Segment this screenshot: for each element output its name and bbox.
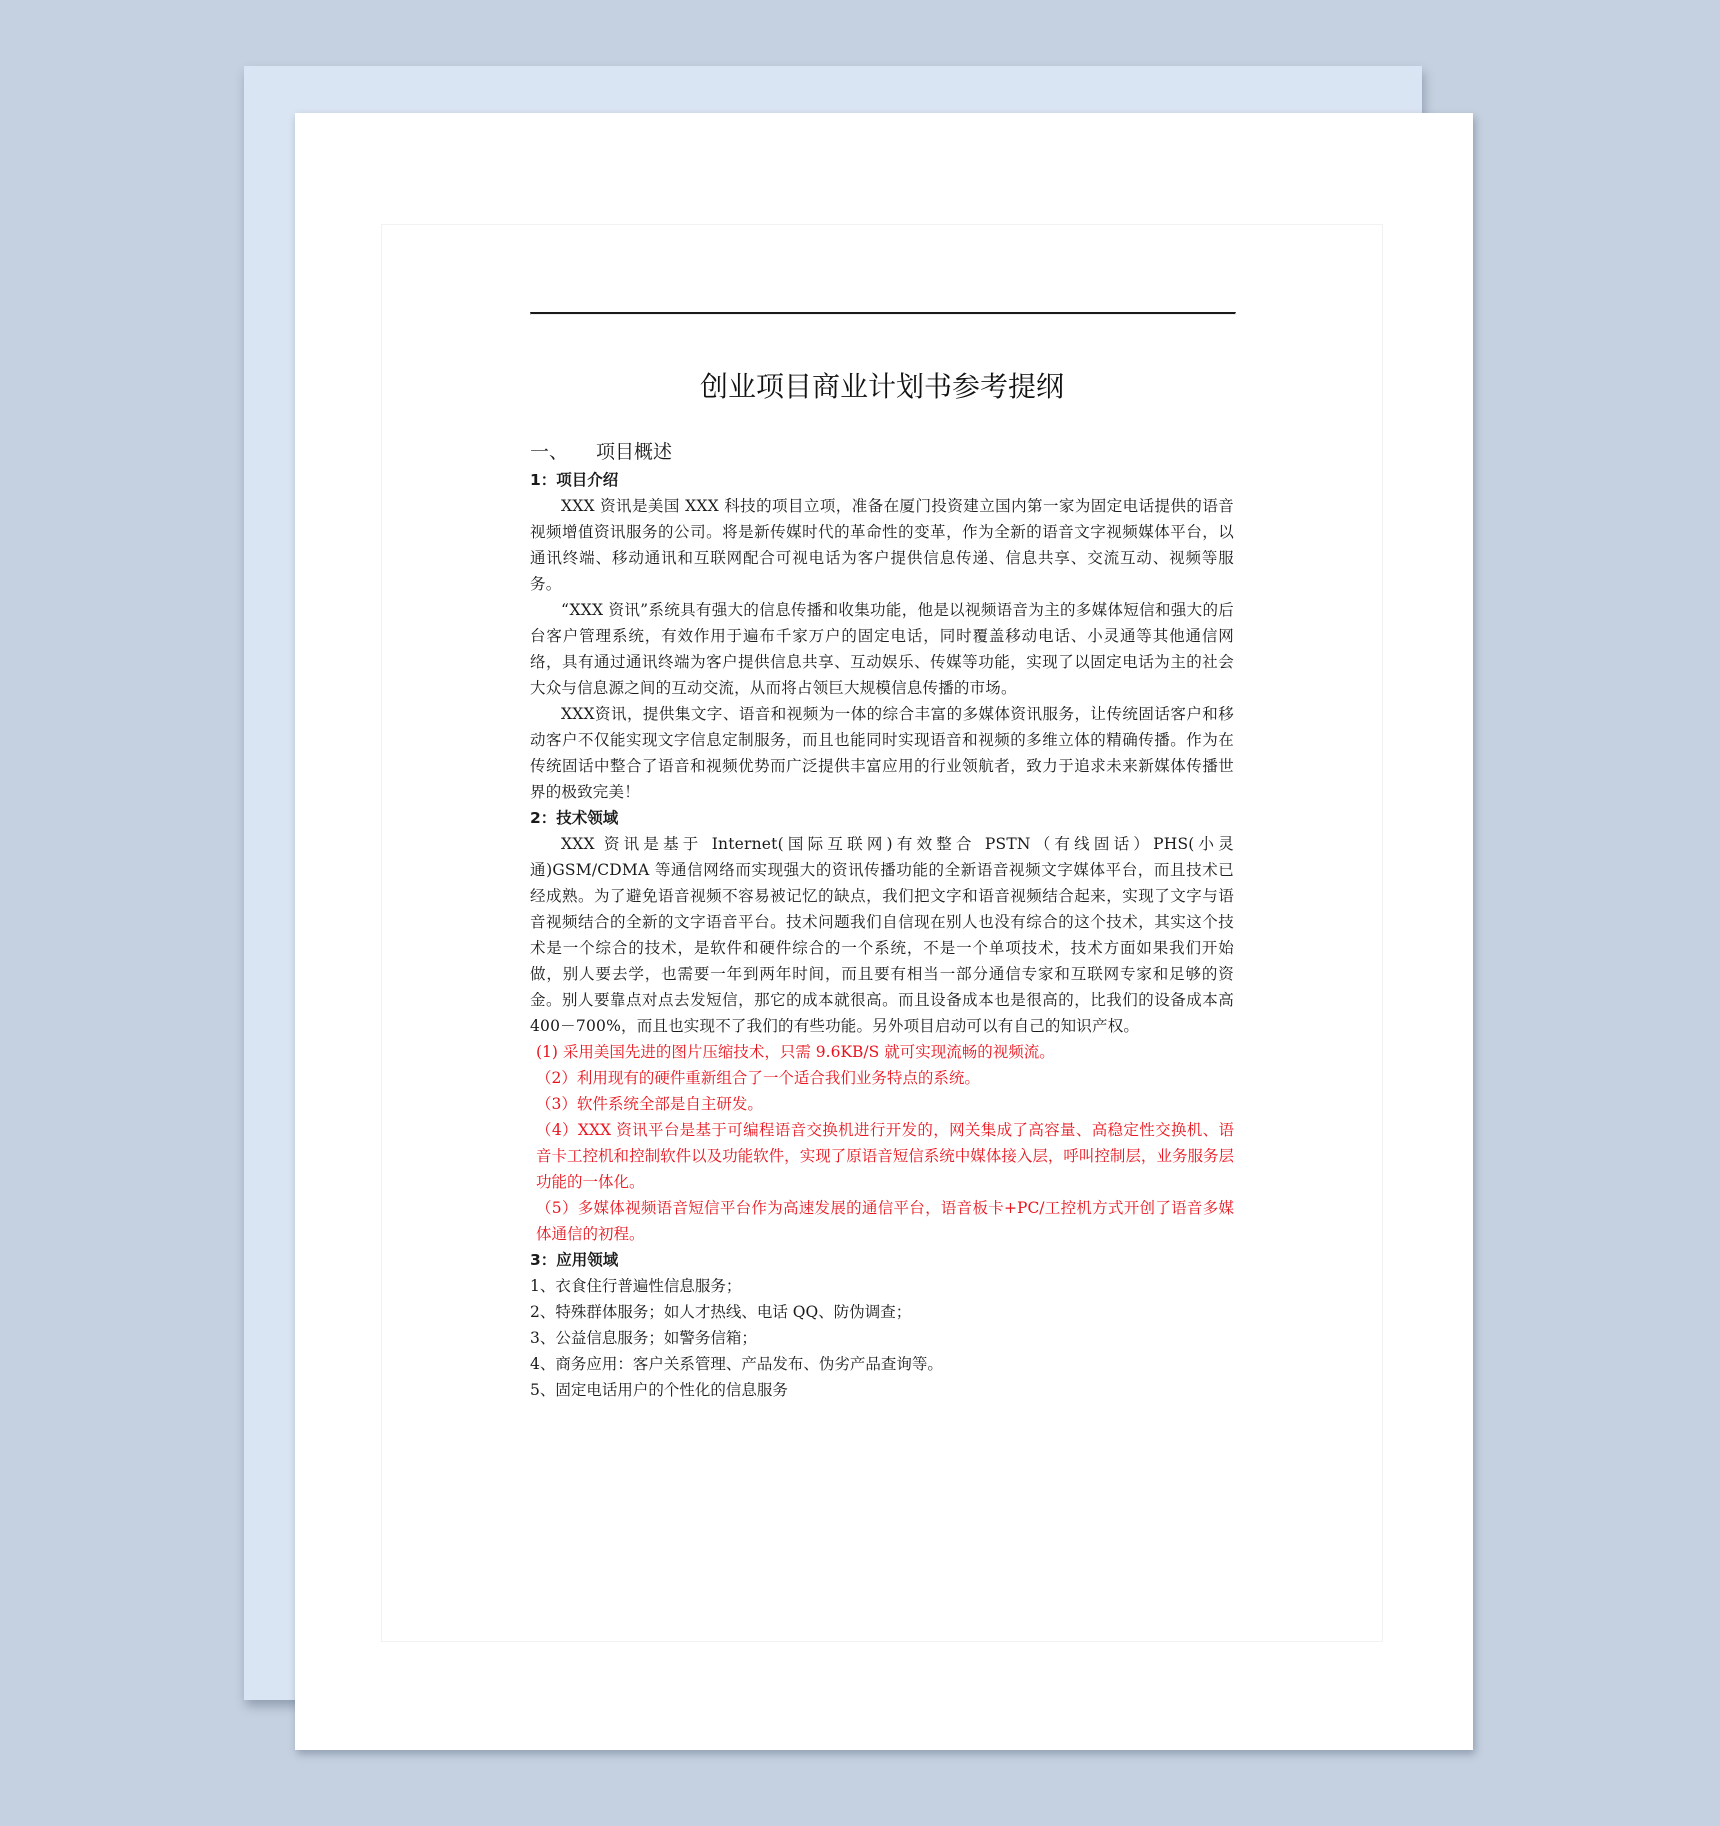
list-item: 5、固定电话用户的个性化的信息服务 xyxy=(530,1381,788,1399)
highlight-item: （5）多媒体视频语音短信平台作为高速发展的通信平台，语音板卡+PC/工控机方式开创了语音多媒体通信的初程。 xyxy=(536,1199,1234,1243)
paragraph: XXX 资讯是美国 XXX 科技的项目立项，准备在厦门投资建立国内第一家为固定电话提供的语音视频增值资讯服务的公司。将是新传媒时代的革命性的变革，作为全新的语音文字视频媒体平台，以通讯终端、移动通讯和互联网配合可视电话为客户提供信息传递、信息共享、交流互动、视频等服务。 xyxy=(530,497,1234,593)
subheading-tech-field: 2：技术领域 xyxy=(530,809,619,827)
paragraph: “XXX 资讯”系统具有强大的信息传播和收集功能，他是以视频语音为主的多媒体短信和强大的后台客户管理系统，有效作用于遍布千家万户的固定电话，同时覆盖移动电话、小灵通等其他通信网络，具有通过通讯终端为客户提供信息共享、互动娱乐、传媒等功能，实现了以固定电话为主的社会大众与信息源之间的互动交流，从而将占领巨大规模信息传播的市场。 xyxy=(530,601,1234,697)
list-item: 1、衣食住行普遍性信息服务； xyxy=(530,1277,742,1295)
highlight-item: （4）XXX 资讯平台是基于可编程语音交换机进行开发的，网关集成了高容量、高稳定性交换机、语音卡工控机和控制软件以及功能软件，实现了原语音短信系统中媒体接入层，呼叫控制层，业务服务层功能的一体化。 xyxy=(536,1121,1234,1191)
section-number: 一、 xyxy=(530,441,569,463)
subheading-project-intro: 1：项目介绍 xyxy=(530,471,619,489)
paragraph: XXX 资讯是基于 Internet(国际互联网)有效整合 PSTN（有线固话）PHS(小灵通)GSM/CDMA 等通信网络而实现强大的资讯传播功能的全新语音视频文字媒体平台，而且技术已经成熟。为了避免语音视频不容易被记忆的缺点，我们把文字和语音视频结合起来，实现了文字与语音视频结合的全新的文字语音平台。技术问题我们自信现在别人也没有综合的这个技术，其实这个技术是一个综合的技术，是软件和硬件综合的一个系统，不是一个单项技术，技术方面如果我们开始做，别人要去学，也需要一年到两年时间，而且要有相当一部分通信专家和互联网专家和足够的资金。别人要靠点对点去发短信，那它的成本就很高。而且设备成本也是很高的，比我们的设备成本高 400－700%，而且也实现不了我们的有些功能。另外项目启动可以有自己的知识产权。 xyxy=(530,835,1234,1035)
document-body xyxy=(530,312,1234,1403)
document-page xyxy=(295,113,1473,1750)
header-rule xyxy=(530,312,1236,315)
list-item: 3、公益信息服务；如警务信箱； xyxy=(530,1329,757,1347)
paragraph: XXX资讯，提供集文字、语音和视频为一体的综合丰富的多媒体资讯服务，让传统固话客户和移动客户不仅能实现文字信息定制服务，而且也能同时实现语音和视频的多维立体的精确传播。作为在传统固话中整合了语音和视频优势而广泛提供丰富应用的行业领航者，致力于追求未来新媒体传播世界的极致完美！ xyxy=(530,705,1234,801)
highlight-item: （2）利用现有的硬件重新组合了一个适合我们业务特点的系统。 xyxy=(536,1069,980,1087)
section-title: 项目概述 xyxy=(596,441,673,463)
highlight-item: (1) 采用美国先进的图片压缩技术，只需 9.6KB/S 就可实现流畅的视频流。 xyxy=(536,1043,1055,1061)
highlight-item: （3）软件系统全部是自主研发。 xyxy=(536,1095,763,1113)
document-title: 创业项目商业计划书参考提纲 xyxy=(699,370,1064,403)
subheading-application-field: 3：应用领域 xyxy=(530,1251,619,1269)
section-heading-overview xyxy=(530,437,1234,467)
list-item: 2、特殊群体服务；如人才热线、电话 QQ、防伪调查； xyxy=(530,1303,912,1321)
list-item: 4、商务应用：客户关系管理、产品发布、伪劣产品查询等。 xyxy=(530,1355,943,1373)
